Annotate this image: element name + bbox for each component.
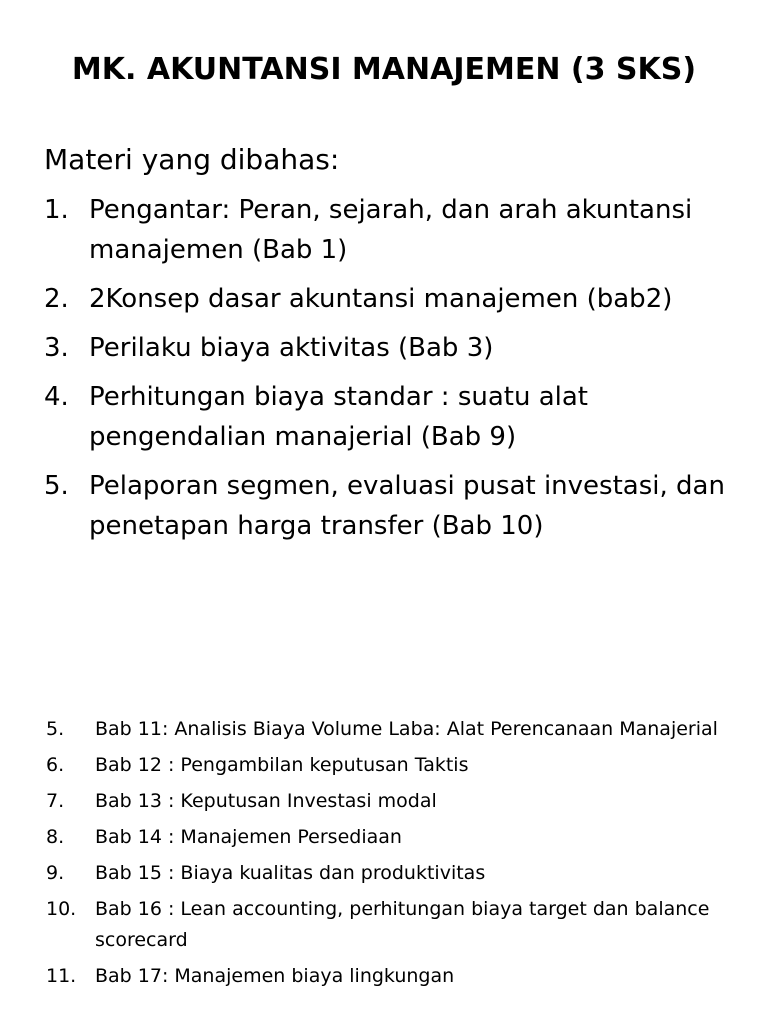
list-item-text: 2Konsep dasar akuntansi manajemen (bab2)	[89, 284, 673, 314]
list-number: 2.	[44, 284, 69, 314]
list-number: 11.	[46, 965, 77, 987]
list-item-text: Bab 12 : Pengambilan keputusan Taktis	[95, 754, 469, 776]
list-item	[46, 894, 726, 956]
list-item	[44, 279, 744, 319]
list-item-text: Perhitungan biaya standar : suatu alat pengendalian manajerial (Bab 9)	[89, 382, 589, 452]
list-number: 4.	[44, 382, 69, 412]
list-item	[46, 858, 726, 889]
list-item-text: Pengantar: Peran, sejarah, dan arah akuntansi manajemen (Bab 1)	[89, 195, 693, 265]
list-number: 5.	[46, 718, 65, 740]
list-item	[46, 822, 726, 853]
list-item	[44, 190, 744, 270]
list-item	[46, 786, 726, 817]
list-item-text: Bab 17: Manajemen biaya lingkungan	[95, 965, 455, 987]
list-number: 3.	[44, 333, 69, 363]
list-number: 6.	[46, 754, 65, 776]
list-number: 1.	[44, 195, 69, 225]
list-item-text: Perilaku biaya aktivitas (Bab 3)	[89, 333, 494, 363]
list-item-text: Bab 14 : Manajemen Persediaan	[95, 826, 402, 848]
list-item-text: Bab 15 : Biaya kualitas dan produktivitas	[95, 862, 486, 884]
chapter-list	[46, 714, 726, 997]
main-topic-list	[44, 190, 744, 555]
list-item	[44, 328, 744, 368]
list-item-text: Bab 11: Analisis Biaya Volume Laba: Alat Perencanaan Manajerial	[95, 718, 718, 740]
list-number: 9.	[46, 862, 65, 884]
list-number: 8.	[46, 826, 65, 848]
list-item-text: Bab 13 : Keputusan Investasi modal	[95, 790, 437, 812]
page-title: MK. AKUNTANSI MANAJEMEN (3 SKS)	[71, 52, 697, 87]
list-number: 10.	[46, 898, 77, 920]
list-number: 7.	[46, 790, 65, 812]
list-item	[46, 961, 726, 992]
list-item	[44, 466, 744, 546]
intro-text: Materi yang dibahas:	[44, 143, 340, 176]
list-item-text: Pelaporan segmen, evaluasi pusat investasi, dan penetapan harga transfer (Bab 10)	[89, 471, 725, 541]
list-item-text: Bab 16 : Lean accounting, perhitungan biaya target dan balance scorecard	[95, 898, 710, 951]
list-item	[46, 750, 726, 781]
list-item	[44, 377, 744, 457]
list-number: 5.	[44, 471, 69, 501]
list-item	[46, 714, 726, 745]
